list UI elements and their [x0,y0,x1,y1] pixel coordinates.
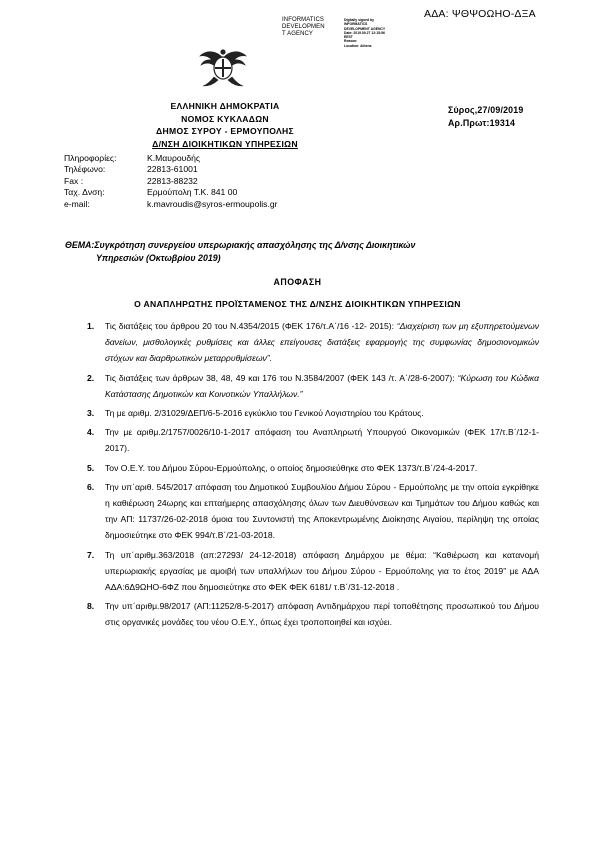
subject-line: Υπηρεσιών (Οκτωβρίου 2019) [96,253,221,264]
item-number: 3. [87,408,95,419]
list-item [87,460,539,476]
item-number: 2. [87,372,95,383]
item-number: 6. [87,481,95,492]
list-item [87,405,539,421]
info-row [64,187,278,198]
info-value: Κ.Μαυρουδής [147,153,201,163]
info-value: 22813-88232 [147,175,198,186]
subject-heading [65,239,555,266]
item-text: Την με αριθμ.2/1757/0026/10-1-2017 απόφαση του Αναπληρωτή Υπουργού Οικονομικών (ΦΕΚ 17/τ.Β΄/12-1-2017). [105,427,539,454]
item-text: Την υπ΄αριθ. 545/2017 απόφαση του Δημοτικού Συμβουλίου Δήμου Σύρου - Ερμούπολης με την οποία εγκρίθηκε η καθιέρωση 24ωρης και επταήμερης απασχόλησης όλων των Διευθύνσεων και Τμημάτων του Δήμου καθώς και την ΑΠ: 11737/26-02-2018 όμοια του Συντονιστή της Αποκεντρωμένης Διοίκησης Αιγαίου, περίληψη της οποίας δημοσιεύτηκε στο ΦΕΚ 994/τ.Β΄/21-03-2018. [105,481,539,541]
header-line: ΔΗΜΟΣ ΣΥΡΟΥ - ΕΡΜΟΥΠΟΛΗΣ [156,126,294,136]
item-number: 8. [87,601,95,612]
stamp-line: INFORMATICS [282,17,324,23]
stamp-detail: Location: Athens [344,43,372,48]
info-value: Ερμούπολη Τ.Κ. 841 00 [147,187,238,198]
date-line: Σύρος,27/09/2019 [448,105,524,115]
decision-title: ΑΠΟΦΑΣΗ [273,277,322,287]
stamp-detail: DEVELOPMENT AGENCY [344,26,386,31]
info-label: e-mail: [64,198,90,209]
info-label: Fax : [64,175,84,186]
item-text: Τις διατάξεις των άρθρων 38, 48, 49 και 176 του Ν.3584/2007 (ΦΕΚ 143 /τ. Α΄/28-6-2007): [105,372,455,383]
stamp-detail: Date: 2019.09.27 12:15:56 [344,30,385,35]
item-number: 5. [87,462,95,473]
info-row [64,164,278,175]
info-label: Πληροφορίες: [64,153,117,163]
item-quote: “Κύρωση του Κώδικα Κατάστασης Δημοτικών και Κοινοτικών Υπαλλήλων.” [105,372,540,399]
header-line: ΝΟΜΟΣ ΚΥΚΛΑΔΩΝ [181,113,269,124]
item-text: Τη υπ΄αριθμ.363/2018 (απ:27293/ 24-12-2018) απόφαση Δημάρχου με θέμα: “Καθιέρωση και κατανομή υπερωριακής εργασίας με αμοιβή των υπαλλήλων του Δήμου Σύρου - Ερμούπολης για το έτος 2019” με ΑΔΑ ΑΔΑ:6Δ9ΩΗΟ-6ΦΖ που δημοσιεύτηκε στο ΦΕΚ ΦΕΚ 6181/ τ.Β΄/31-12-2018 . [105,549,539,593]
stamp-detail: INFORMATICS [344,22,368,27]
item-number: 4. [87,427,95,438]
info-value: 22813-61001 [147,164,198,175]
considerations-list [87,318,539,634]
list-item [87,547,539,596]
authority-title: Ο ΑΝΑΠΛΗΡΩΤΗΣ ΠΡΟΪΣΤΑΜΕΝΟΣ ΤΗΣ Δ/ΝΣΗΣ ΔΙΟΙΚΗΤΙΚΩΝ ΥΠΗΡΕΣΙΩΝ [134,299,461,309]
contact-info-table [64,153,278,210]
info-label: Ταχ. Δνση: [64,187,105,198]
issuer-header [100,100,350,150]
date-protocol-block [448,104,523,130]
list-item [87,598,539,630]
item-number: 7. [87,549,95,560]
item-text: Την υπ΄αριθμ.98/2017 (ΑΠ:11252/8-5-2017) απόφαση Αντιδημάρχου περί τοποθέτησης προσωπικού του Δήμου στις οργανικές μονάδες του νέου Ο.Ε.Υ., όπως έχει τροποποιηθεί και ισχύει. [105,601,539,628]
stamp-detail: Digitally signed by [344,18,374,22]
item-text: Τον Ο.Ε.Υ. του Δήμου Σύρου-Ερμούπολης, ο οποίος δημοσιεύθηκε στο ΦΕΚ 1373/τ.Β΄/24-4-2017. [105,462,478,473]
protocol-number: Αρ.Πρωτ:19314 [448,118,516,128]
list-item [87,370,539,402]
info-label: Τηλέφωνο: [64,164,106,175]
header-line: ΕΛΛΗΝΙΚΗ ΔΗΜΟΚΡΑΤΙΑ [170,101,280,111]
list-item [87,318,539,367]
subject-line: ΘΕΜΑ:Συγκρότηση συνεργείου υπερωριακής απασχόλησης της Δ/νσης Διοικητικών [65,240,416,250]
ada-code: ΑΔΑ: ΨΘΨΟΩΗΟ-ΔΞΑ [424,8,536,20]
item-quote: “Διαχείριση των μη εξυπηρετούμενων δανείων, μισθολογικές ρυθμίσεις και άλλες επείγουσες διατάξεις εφαρμογής της συμφωνίας δημοσιονομικών στόχων και διαρθρωτικών μεταρρυθμίσεων”. [105,321,540,364]
item-text: Τις διατάξεις του άρθρου 20 του Ν.4354/2015 (ΦΕΚ 176/τ.Α΄/16 -12- 2015): [105,321,395,331]
stamp-line: DEVELOPMEN [282,24,325,30]
item-number: 1. [87,321,95,331]
list-item [87,424,539,456]
info-row [64,153,278,164]
header-line: Δ/ΝΣΗ ΔΙΟΙΚΗΤΙΚΩΝ ΥΠΗΡΕΣΙΩΝ [152,138,298,149]
signature-stamp-name [282,17,338,38]
info-row [64,199,278,210]
item-text: Τη με αριθμ. 2/31029/ΔΕΠ/6-5-2016 εγκύκλιο του Γενικού Λογιστηρίου του Κράτους. [105,408,424,419]
signature-stamp-details [344,18,398,48]
stamp-detail: Reason: [344,39,358,44]
info-row [64,176,278,187]
stamp-detail: EEST [344,35,353,40]
stamp-line: T AGENCY [282,31,314,37]
email-value: k.mavroudis@syros-ermoupolis.gr [147,198,278,209]
list-item [87,479,539,544]
republic-emblem-icon [196,44,250,92]
